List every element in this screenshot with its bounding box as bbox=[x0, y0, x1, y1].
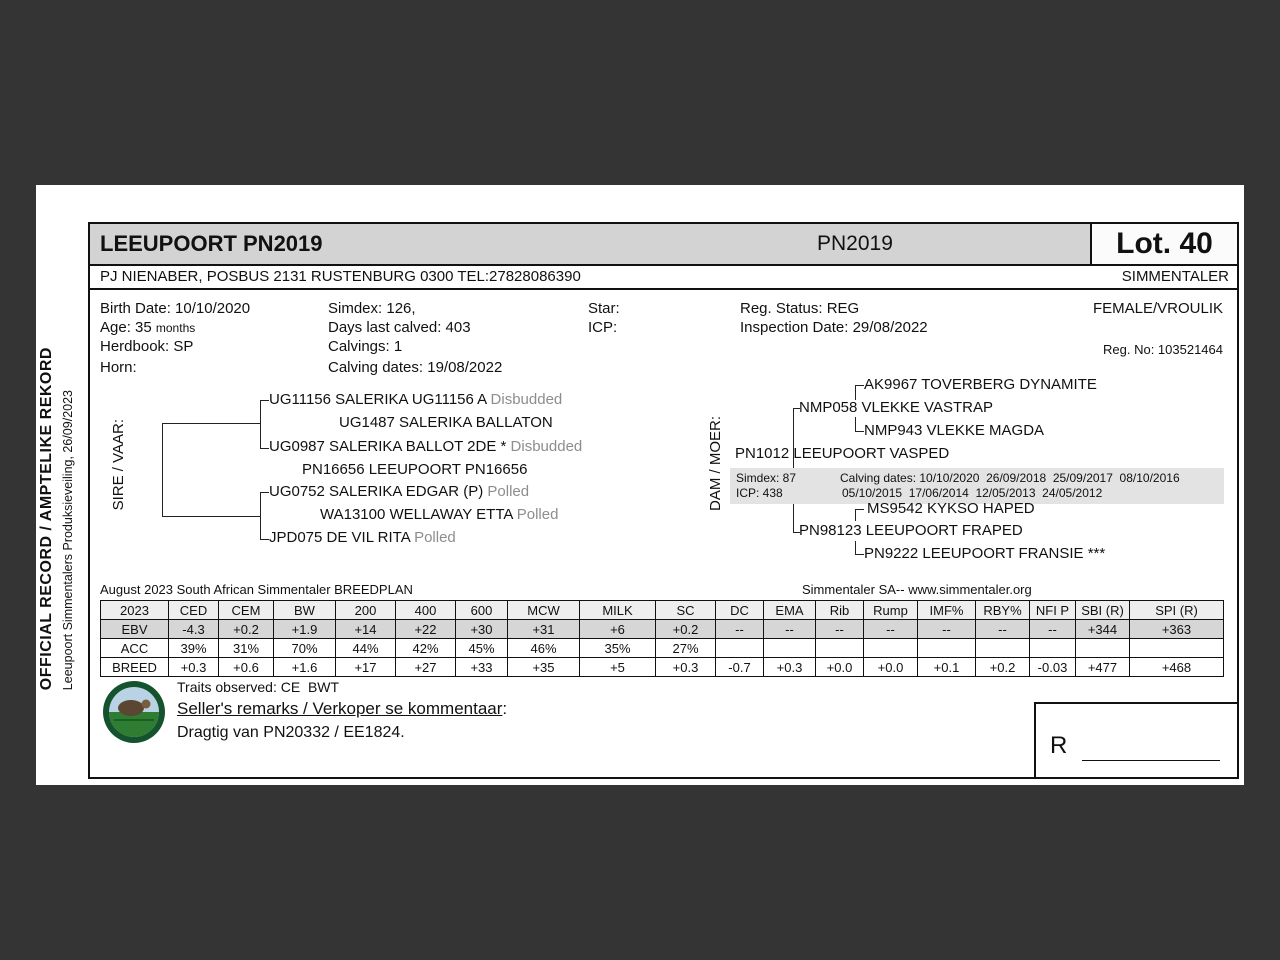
pedigree-row: MS9542 KYKSO HAPED bbox=[867, 500, 1035, 517]
cell: 35% bbox=[580, 639, 656, 658]
col-header: MILK bbox=[580, 601, 656, 620]
side-labels bbox=[38, 300, 75, 690]
cell: -- bbox=[864, 620, 918, 639]
pedigree-row: PN98123 LEEUPOORT FRAPED bbox=[799, 522, 1023, 539]
seller-remarks-text: Dragtig van PN20332 / EE1824. bbox=[177, 724, 405, 741]
cell: +477 bbox=[1076, 658, 1130, 677]
cell: +14 bbox=[336, 620, 396, 639]
sire-label: SIRE / VAAR: bbox=[110, 419, 127, 511]
cell: +35 bbox=[508, 658, 580, 677]
col-header: IMF% bbox=[918, 601, 976, 620]
table-row bbox=[101, 658, 1224, 677]
dam-label: DAM / MOER: bbox=[707, 416, 724, 512]
owner-contact: PJ NIENABER, POSBUS 2131 RUSTENBURG 0300 TEL:27828086390 bbox=[100, 268, 581, 285]
owner-bar bbox=[90, 266, 1237, 290]
simmentaler-logo bbox=[102, 680, 166, 744]
birth-date: Birth Date: 10/10/2020 bbox=[100, 300, 251, 317]
pedigree-row bbox=[269, 483, 529, 500]
cell bbox=[816, 639, 864, 658]
cell: 31% bbox=[219, 639, 274, 658]
age-unit: months bbox=[155, 321, 196, 335]
cell: +344 bbox=[1076, 620, 1130, 639]
horn-status-note: Disbudded bbox=[490, 391, 563, 408]
title-bar bbox=[90, 224, 1237, 266]
dam-performance-box bbox=[730, 468, 1224, 504]
cell: +5 bbox=[580, 658, 656, 677]
icp: ICP: bbox=[588, 319, 618, 336]
star: Star: bbox=[588, 300, 620, 317]
cell: 45% bbox=[456, 639, 508, 658]
sire-granddam: JPD075 DE VIL RITA bbox=[269, 529, 410, 546]
seller-remarks-heading bbox=[177, 699, 507, 719]
pedigree-row bbox=[320, 506, 558, 523]
sire-grandsire-sire: UG11156 SALERIKA UG11156 A bbox=[269, 391, 487, 408]
pedigree-row: PN9222 LEEUPOORT FRANSIE *** bbox=[864, 545, 1106, 562]
breed-name: SIMMENTALER bbox=[1121, 268, 1229, 285]
cell bbox=[1030, 639, 1076, 658]
horn-status-note: Polled bbox=[487, 483, 530, 500]
row-label: BREED bbox=[101, 658, 169, 677]
cell: +0.3 bbox=[169, 658, 219, 677]
col-header: BW bbox=[274, 601, 336, 620]
days-last-calved: Days last calved: 403 bbox=[328, 319, 471, 336]
cell bbox=[918, 639, 976, 658]
dam-bracket-top-b bbox=[855, 417, 864, 432]
reg-no: Reg. No: 103521464 bbox=[1103, 342, 1223, 357]
cell: -0.03 bbox=[1030, 658, 1076, 677]
table-header-row bbox=[101, 601, 1224, 620]
pedigree-row: NMP943 VLEKKE MAGDA bbox=[864, 422, 1045, 439]
dam-calving-dates: Calving dates: 10/10/2020 26/09/2018 25/09/2017 08/10/2016 bbox=[840, 471, 1180, 485]
cell: +6 bbox=[580, 620, 656, 639]
inspection-date: Inspection Date: 29/08/2022 bbox=[740, 319, 928, 336]
calvings: Calvings: 1 bbox=[328, 338, 403, 355]
col-header: SPI (R) bbox=[1130, 601, 1224, 620]
cell: +0.2 bbox=[656, 620, 716, 639]
sale-event-label: Leeupoort Simmentalers Produksieveiling, 26/09/2023 bbox=[61, 389, 75, 690]
cell: +0.0 bbox=[816, 658, 864, 677]
cell bbox=[864, 639, 918, 658]
animal-title: LEEUPOORT PN2019 bbox=[100, 231, 323, 256]
dam-bracket-bottom-a bbox=[855, 509, 864, 521]
horn: Horn: bbox=[100, 359, 137, 376]
dam-icp: ICP: 438 bbox=[736, 486, 783, 500]
cell: 39% bbox=[169, 639, 219, 658]
horn-status-note: Polled bbox=[414, 529, 456, 546]
cell: -- bbox=[1030, 620, 1076, 639]
cell: -4.3 bbox=[169, 620, 219, 639]
cell: +0.3 bbox=[764, 658, 816, 677]
table-row bbox=[101, 620, 1224, 639]
cell: 42% bbox=[396, 639, 456, 658]
cell bbox=[764, 639, 816, 658]
seller-remarks-label: Seller's remarks / Verkoper se kommentaar bbox=[177, 699, 503, 718]
col-header: 2023 bbox=[101, 601, 169, 620]
price-blank-line bbox=[1082, 760, 1220, 761]
dam-simdex: Simdex: 87 bbox=[736, 471, 797, 485]
pedigree-row: UG1487 SALERIKA BALLATON bbox=[339, 414, 553, 431]
col-header: 600 bbox=[456, 601, 508, 620]
sire-spine-line bbox=[162, 423, 261, 517]
cell: +0.0 bbox=[864, 658, 918, 677]
document-page bbox=[36, 185, 1244, 785]
pedigree-row bbox=[269, 391, 562, 408]
lot-number: Lot. 40 bbox=[1090, 224, 1237, 264]
sire-granddam-dam: WA13100 WELLAWAY ETTA bbox=[320, 506, 513, 523]
sire-bracket-top bbox=[260, 400, 269, 449]
cell: +30 bbox=[456, 620, 508, 639]
cell: +1.9 bbox=[274, 620, 336, 639]
col-header: CEM bbox=[219, 601, 274, 620]
cell: +0.6 bbox=[219, 658, 274, 677]
cell: +0.1 bbox=[918, 658, 976, 677]
cell: -0.7 bbox=[716, 658, 764, 677]
cell: -- bbox=[764, 620, 816, 639]
cell: +1.6 bbox=[274, 658, 336, 677]
simdex: Simdex: 126, bbox=[328, 300, 416, 317]
cell: 46% bbox=[508, 639, 580, 658]
cell: +0.2 bbox=[976, 658, 1030, 677]
cell: 27% bbox=[656, 639, 716, 658]
row-label: ACC bbox=[101, 639, 169, 658]
cell bbox=[716, 639, 764, 658]
cell: +0.3 bbox=[656, 658, 716, 677]
pedigree-row bbox=[269, 438, 582, 455]
cell: +22 bbox=[396, 620, 456, 639]
pedigree-row: NMP058 VLEKKE VASTRAP bbox=[799, 399, 993, 416]
calving-dates: Calving dates: 19/08/2022 bbox=[328, 359, 503, 376]
col-header: Rib bbox=[816, 601, 864, 620]
reg-status: Reg. Status: REG bbox=[740, 300, 860, 317]
col-header: NFI P bbox=[1030, 601, 1076, 620]
pedigree-row: PN1012 LEEUPOORT VASPED bbox=[735, 445, 950, 462]
ebv-table bbox=[100, 600, 1224, 677]
price-box bbox=[1034, 702, 1237, 777]
col-header: SBI (R) bbox=[1076, 601, 1130, 620]
pedigree-row: AK9967 TOVERBERG DYNAMITE bbox=[864, 376, 1097, 393]
pedigree-row: PN16656 LEEUPOORT PN16656 bbox=[302, 461, 528, 478]
cell bbox=[1076, 639, 1130, 658]
cell: -- bbox=[816, 620, 864, 639]
seller-remarks-colon: : bbox=[502, 699, 508, 718]
cell: +27 bbox=[396, 658, 456, 677]
cell bbox=[1130, 639, 1224, 658]
col-header: Rump bbox=[864, 601, 918, 620]
col-header: SC bbox=[656, 601, 716, 620]
dam-bracket-bottom-b bbox=[855, 541, 864, 555]
age bbox=[100, 319, 195, 336]
dam-bracket-top-a bbox=[855, 385, 864, 400]
dam-calving-dates-2: 05/10/2015 17/06/2014 12/05/2013 24/05/2012 bbox=[842, 486, 1103, 500]
sire-grandsire: UG0987 SALERIKA BALLOT 2DE * bbox=[269, 438, 507, 455]
cell: +33 bbox=[456, 658, 508, 677]
cell: +468 bbox=[1130, 658, 1224, 677]
table-row bbox=[101, 639, 1224, 658]
official-record-label: OFFICIAL RECORD / AMPTELIKE REKORD bbox=[38, 346, 55, 690]
col-header: CED bbox=[169, 601, 219, 620]
col-header: 400 bbox=[396, 601, 456, 620]
herdbook: Herdbook: SP bbox=[100, 338, 194, 355]
sex: FEMALE/VROULIK bbox=[1092, 300, 1223, 317]
cell: 44% bbox=[336, 639, 396, 658]
cell: +363 bbox=[1130, 620, 1224, 639]
col-header: DC bbox=[716, 601, 764, 620]
cell: -- bbox=[976, 620, 1030, 639]
pedigree-row bbox=[269, 529, 456, 546]
animal-id: PN2019 bbox=[817, 232, 893, 255]
sire-bracket-bottom bbox=[260, 492, 269, 540]
cell: -- bbox=[918, 620, 976, 639]
traits-observed: Traits observed: CE BWT bbox=[177, 679, 340, 695]
cell: 70% bbox=[274, 639, 336, 658]
col-header: EMA bbox=[764, 601, 816, 620]
cell: -- bbox=[716, 620, 764, 639]
sire-granddam-sire: UG0752 SALERIKA EDGAR (P) bbox=[269, 483, 484, 500]
cell: +31 bbox=[508, 620, 580, 639]
catalog-card bbox=[88, 222, 1239, 779]
cell: +0.2 bbox=[219, 620, 274, 639]
breedplan-caption: August 2023 South African Simmentaler BREEDPLAN bbox=[100, 582, 413, 597]
col-header: RBY% bbox=[976, 601, 1030, 620]
currency-symbol: R bbox=[1050, 732, 1068, 759]
horn-status-note: Disbudded bbox=[510, 438, 583, 455]
col-header: MCW bbox=[508, 601, 580, 620]
horn-status-note: Polled bbox=[516, 506, 559, 523]
breedplan-source: Simmentaler SA-- www.simmentaler.org bbox=[802, 582, 1032, 597]
age-value: Age: 35 bbox=[100, 319, 152, 336]
col-header: 200 bbox=[336, 601, 396, 620]
cell bbox=[976, 639, 1030, 658]
cell: +17 bbox=[336, 658, 396, 677]
row-label: EBV bbox=[101, 620, 169, 639]
